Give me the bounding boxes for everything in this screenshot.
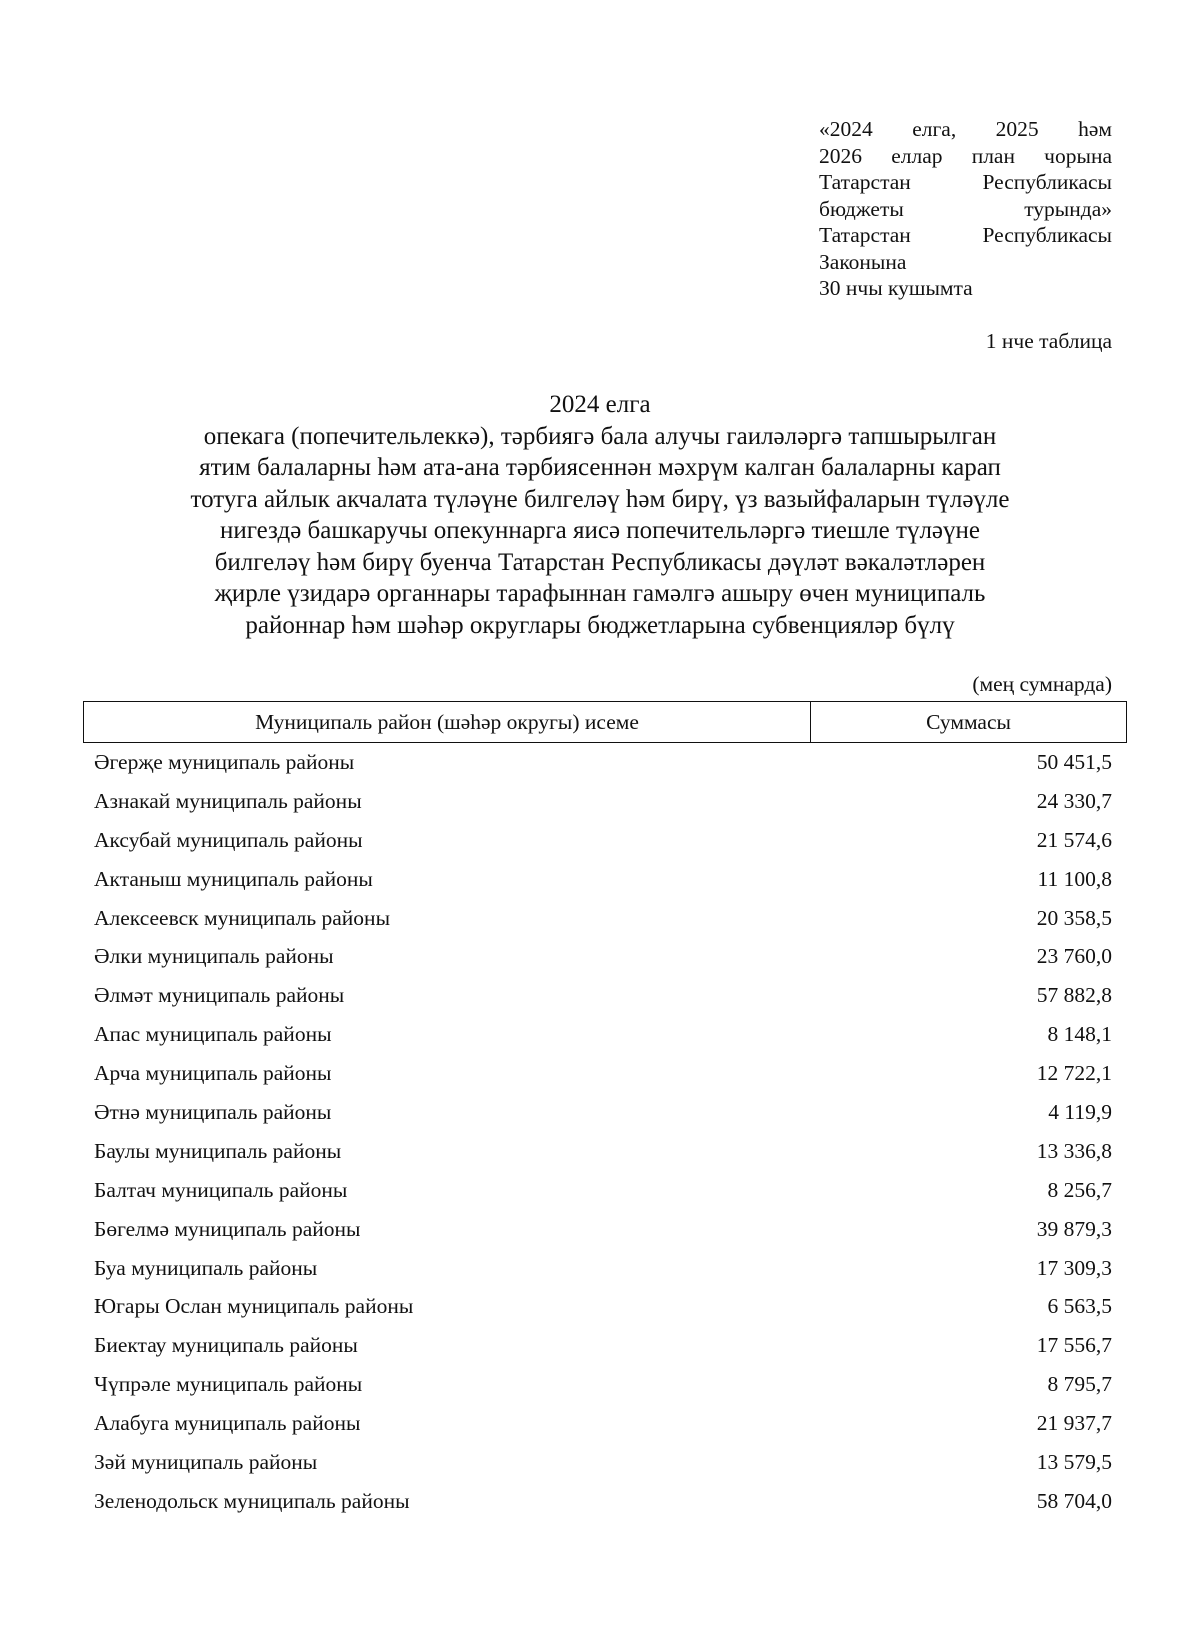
table-row bbox=[94, 825, 1112, 864]
annex-line: Татарстан Республикасы bbox=[819, 223, 1112, 247]
table-row bbox=[94, 903, 1112, 942]
district-sum: 4 119,9 bbox=[1048, 1100, 1112, 1125]
district-name: Биектау муниципаль районы bbox=[94, 1333, 358, 1358]
table-number-label: 1 нче таблица bbox=[985, 329, 1112, 353]
annex-reference bbox=[819, 116, 1112, 302]
annex-line: Татарстан Республикасы bbox=[819, 170, 1112, 194]
district-sum: 6 563,5 bbox=[1047, 1294, 1112, 1319]
district-name: Баулы муниципаль районы bbox=[94, 1138, 342, 1163]
table-row bbox=[94, 747, 1112, 786]
document-title bbox=[100, 389, 1100, 641]
district-sum: 13 579,5 bbox=[1036, 1450, 1112, 1475]
title-line: опекага (попечительлеккә), тәрбиягә бала алучы гаиләләргә тапшырылган bbox=[203, 422, 997, 450]
district-name: Актаныш муниципаль районы bbox=[94, 866, 373, 891]
title-line: нигездә башкаручы опекуннарга яисә попечительләргә тиешле түләүне bbox=[219, 517, 981, 544]
table-body bbox=[94, 747, 1112, 1525]
annex-line: 30 нчы кушымта bbox=[819, 276, 973, 300]
table-header bbox=[83, 701, 1127, 743]
table-row bbox=[94, 864, 1112, 903]
district-sum: 12 722,1 bbox=[1036, 1061, 1112, 1086]
district-sum: 39 879,3 bbox=[1036, 1216, 1112, 1241]
title-line: билгеләү һәм бирү буенча Татарстан Республикасы дәүләт вәкаләтләрен bbox=[214, 548, 986, 576]
district-name: Югары Ослан муниципаль районы bbox=[94, 1294, 414, 1319]
annex-line: бюджеты турында» bbox=[819, 196, 1112, 221]
district-name: Азнакай муниципаль районы bbox=[94, 788, 362, 813]
district-name: Алабуга муниципаль районы bbox=[94, 1411, 361, 1436]
annex-line: 2026 еллар план чорына bbox=[819, 143, 1112, 168]
district-sum: 58 704,0 bbox=[1036, 1488, 1112, 1513]
title-line: 2024 елга bbox=[549, 391, 651, 418]
table-row bbox=[94, 1369, 1112, 1408]
annex-line: Законына bbox=[819, 249, 907, 274]
district-sum: 11 100,8 bbox=[1037, 866, 1112, 891]
district-sum: 8 795,7 bbox=[1047, 1372, 1112, 1397]
district-name: Зәй муниципаль районы bbox=[94, 1450, 318, 1475]
district-name: Аксубай муниципаль районы bbox=[94, 827, 363, 852]
district-name: Чүпрәле муниципаль районы bbox=[94, 1372, 363, 1397]
district-name: Әтнә муниципаль районы bbox=[94, 1100, 332, 1125]
district-name: Әлмәт муниципаль районы bbox=[94, 983, 345, 1008]
table-row bbox=[94, 1447, 1112, 1486]
column-header-sum: Суммасы bbox=[926, 709, 1011, 734]
district-name: Әлки муниципаль районы bbox=[94, 944, 334, 969]
district-name: Әгерҗе муниципаль районы bbox=[94, 750, 355, 774]
units-note: (мең сумнарда) bbox=[972, 672, 1112, 696]
table-row bbox=[94, 1097, 1112, 1136]
district-sum: 21 937,7 bbox=[1036, 1411, 1112, 1436]
district-sum: 50 451,5 bbox=[1036, 750, 1112, 774]
district-sum: 13 336,8 bbox=[1036, 1138, 1112, 1163]
table-row bbox=[94, 1486, 1112, 1525]
title-line: тотуга айлык акчалата түләүне билгеләү һәм бирү, үз вазыйфаларын түләүле bbox=[190, 485, 1010, 513]
district-name: Зеленодольск муниципаль районы bbox=[94, 1488, 410, 1513]
annex-line: «2024 елга, 2025 һәм bbox=[819, 117, 1112, 141]
table-row bbox=[94, 1291, 1112, 1330]
table-row bbox=[94, 1175, 1112, 1214]
district-sum: 21 574,6 bbox=[1036, 827, 1112, 852]
table-row bbox=[94, 786, 1112, 825]
title-line: җирле үзидарә органнары тарафыннан гамәлгә ашыру өчен муниципаль bbox=[214, 580, 986, 607]
table-row bbox=[94, 1330, 1112, 1369]
district-name: Алексеевск муниципаль районы bbox=[94, 905, 391, 930]
district-name: Буа муниципаль районы bbox=[94, 1255, 318, 1280]
column-header-name: Муниципаль район (шәһәр округы) исеме bbox=[84, 702, 811, 742]
district-name: Арча муниципаль районы bbox=[94, 1061, 332, 1086]
table-row bbox=[94, 1136, 1112, 1175]
district-sum: 20 358,5 bbox=[1036, 905, 1112, 930]
district-sum: 24 330,7 bbox=[1036, 788, 1112, 813]
district-sum: 8 148,1 bbox=[1047, 1022, 1112, 1047]
title-line: районнар һәм шәһәр округлары бюджетларына субвенцияләр бүлү bbox=[245, 611, 955, 639]
table-row bbox=[94, 1214, 1112, 1253]
table-row bbox=[94, 980, 1112, 1019]
table-row bbox=[94, 1058, 1112, 1097]
district-name: Бөгелмә муниципаль районы bbox=[94, 1216, 361, 1241]
district-sum: 23 760,0 bbox=[1036, 944, 1112, 969]
district-sum: 17 556,7 bbox=[1036, 1333, 1112, 1358]
title-line: ятим балаларны һәм ата-ана тәрбиясеннән мәхрүм калган балаларны карап bbox=[199, 454, 1001, 481]
district-name: Апас муниципаль районы bbox=[94, 1022, 332, 1047]
district-sum: 17 309,3 bbox=[1036, 1255, 1112, 1280]
district-sum: 57 882,8 bbox=[1036, 983, 1112, 1008]
district-sum: 8 256,7 bbox=[1047, 1177, 1112, 1202]
table-row bbox=[94, 1019, 1112, 1058]
district-name: Балтач муниципаль районы bbox=[94, 1177, 348, 1202]
table-row bbox=[94, 1253, 1112, 1292]
table-row bbox=[94, 941, 1112, 980]
table-row bbox=[94, 1408, 1112, 1447]
